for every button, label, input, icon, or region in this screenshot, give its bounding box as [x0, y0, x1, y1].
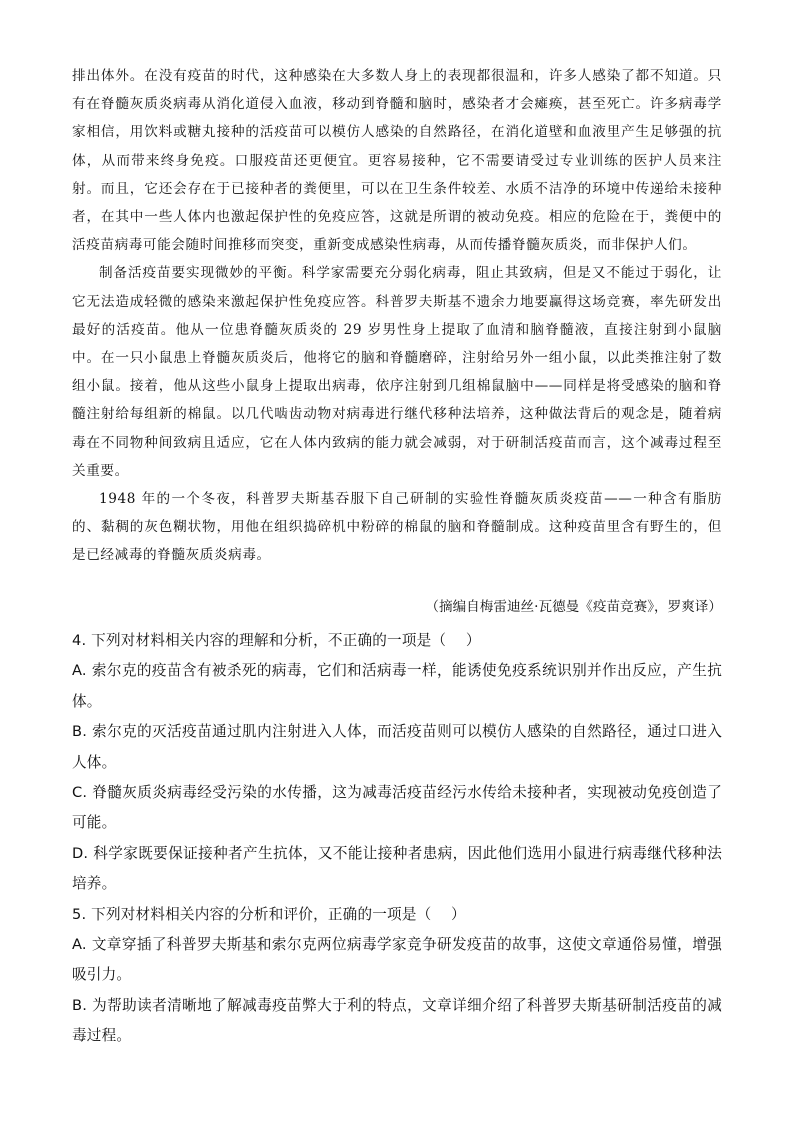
question-5-option-b: B. 为帮助读者清晰地了解减毒疫苗弊大于利的特点，文章详细介绍了科普罗夫斯基研制活疫苗的减毒过程。	[72, 996, 722, 1045]
passage-source: （摘编自梅雷迪丝·瓦德曼《疫苗竞赛》，罗爽译）	[425, 599, 722, 615]
question-4-stem: 4. 下列对材料相关内容的理解和分析，不正确的一项是（ ）	[72, 632, 481, 649]
passage-paragraph-3: 1948 年的一个冬夜，科普罗夫斯基吞服下自己研制的实验性脊髓灰质炎疫苗——一种含有脂肪的、黏稠的灰色糊状物，用他在组织捣碎机中粉碎的棉鼠的脑和脊髓制成。这种疫苗里含有野生的，但是已经减毒的脊髓灰质炎病毒。	[72, 491, 722, 564]
question-4-option-c: C. 脊髓灰质炎病毒经受污染的水传播，这为减毒活疫苗经污水传给未接种者，实现被动免疫创造了可能。	[72, 784, 722, 832]
question-4-option-d: D. 科学家既要保证接种者产生抗体，又不能让接种者患病，因此他们选用小鼠进行病毒继代移种法培养。	[72, 844, 722, 893]
question-4-option-a: A. 索尔克的疫苗含有被杀死的病毒，它们和活病毒一样，能诱使免疫系统识别并作出反应，产生抗体。	[72, 662, 722, 710]
question-4-option-b: B. 索尔克的灭活疫苗通过肌内注射进入人体，而活疫苗则可以模仿人感染的自然路径，通过口进入人体。	[72, 723, 722, 771]
reading-passage	[72, 62, 722, 570]
question-5-stem: 5. 下列对材料相关内容的分析和评价，正确的一项是（ ）	[72, 905, 466, 923]
question-list	[72, 626, 722, 1052]
question-5-option-a: A. 文章穿插了科普罗夫斯基和索尔克两位病毒学家竞争研发疫苗的故事，这使文章通俗易懂，增强吸引力。	[72, 936, 722, 984]
passage-paragraph-1: 排出体外。在没有疫苗的时代，这种感染在大多数人身上的表现都很温和，许多人感染了都不知道。只有在脊髓灰质炎病毒从消化道侵入血液，移动到脊髓和脑时，感染者才会瘫痪，甚至死亡。许多病毒学家相信，用饮料或糖丸接种的活疫苗可以模仿人感染的自然路径，在消化道壁和血液里产生足够强的抗体，从而带来终身免疫。口服疫苗还更便宜。更容易接种，它不需要请受过专业训练的医护人员来注射。而且，它还会存在于已接种者的粪便里，可以在卫生条件较差、水质不洁净的环境中传递给未接种者，在其中一些人体内也激起保护性的免疫应答，这就是所谓的被动免疫。相应的危险在于，粪便中的活疫苗病毒可能会随时间推移而突变，重新变成感染性病毒，从而传播脊髓灰质炎，而非保护人们。	[72, 68, 722, 254]
passage-paragraph-2: 制备活疫苗要实现微妙的平衡。科学家需要充分弱化病毒，阻止其致病，但是又不能过于弱化，让它无法造成轻微的感染来激起保护性免疫应答。科普罗夫斯基不遗余力地要赢得这场竞赛，率先研发出最好的活疫苗。他从一位患脊髓灰质炎的 29 岁男性身上提取了血清和脑脊髓液，直接注射到小鼠脑中。在一只小鼠患上脊髓灰质炎后，他将它的脑和脊髓磨碎，注射给另外一组小鼠，以此类推注射了数组小鼠。接着，他从这些小鼠身上提取出病毒，依序注射到几组棉鼠脑中——同样是将受感染的脑和脊髓注射给每组新的棉鼠。以几代啮齿动物对病毒进行继代移种法培养，这种做法背后的观念是，随着病毒在不同物种间致病且适应，它在人体内致病的能力就会减弱，对于研制活疫苗而言，这个减毒过程至关重要。	[72, 265, 722, 479]
